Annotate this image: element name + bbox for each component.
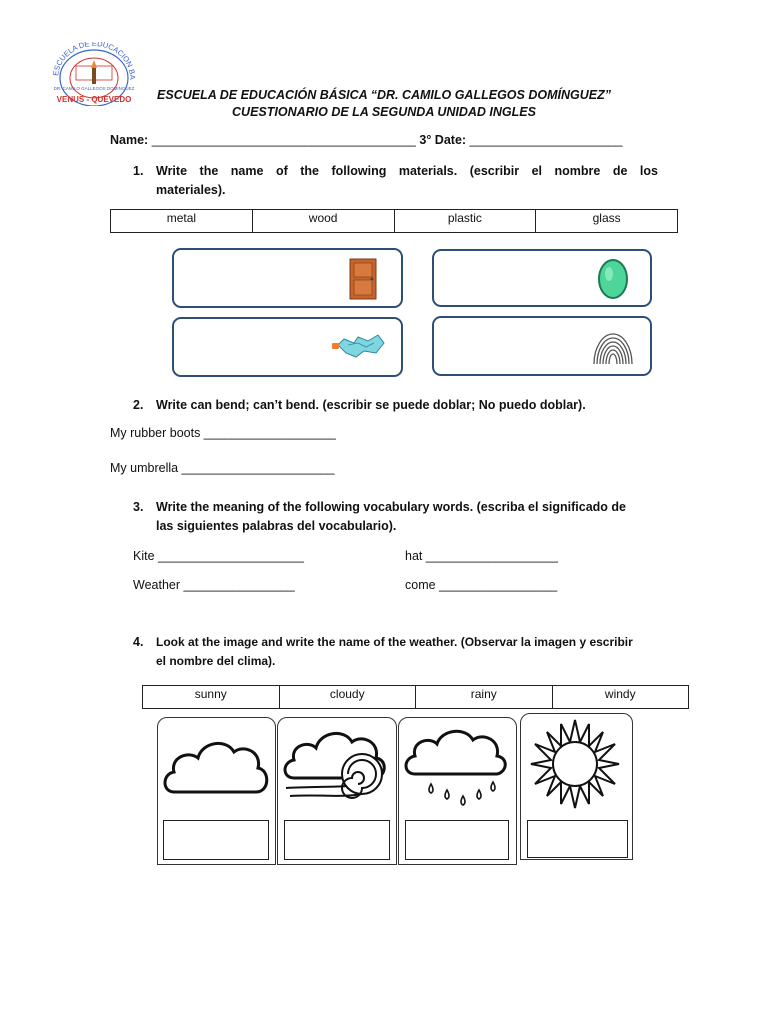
material-answer-box-bottle[interactable] xyxy=(172,317,403,377)
weather-answer-box[interactable] xyxy=(405,820,509,860)
q3-hat[interactable]: hat ___________________ xyxy=(405,549,558,563)
spring-icon xyxy=(590,326,636,366)
cloud-icon xyxy=(160,730,272,802)
q3-text-line2: las siguientes palabras del vocabulario). xyxy=(156,519,397,533)
q1-text-line2: materiales). xyxy=(156,183,226,197)
sun-icon xyxy=(529,718,621,810)
name-label: Name: xyxy=(110,133,149,147)
quiz-subtitle: CUESTIONARIO DE LA SEGUNDA UNIDAD INGLES xyxy=(232,105,536,119)
material-answer-box-door[interactable] xyxy=(172,248,403,308)
q1-number: 1. xyxy=(133,164,144,178)
material-answer-box-spring[interactable] xyxy=(432,316,652,376)
school-title: ESCUELA DE EDUCACIÓN BÁSICA “DR. CAMILO GALLEGOS DOMÍNGUEZ” xyxy=(157,88,611,102)
bottle-icon xyxy=(328,331,386,361)
q2-item-rubber-boots[interactable]: My rubber boots ___________________ xyxy=(110,426,336,440)
word-bank-cell: glass xyxy=(536,210,678,233)
word-bank-cell: sunny xyxy=(143,686,280,709)
name-field[interactable]: ______________________________________ xyxy=(151,133,416,147)
q3-number: 3. xyxy=(133,500,144,514)
word-bank-cell: windy xyxy=(552,686,689,709)
word-bank-cell: metal xyxy=(111,210,253,233)
rain-cloud-icon xyxy=(401,726,513,810)
q2-item-umbrella[interactable]: My umbrella ______________________ xyxy=(110,461,335,475)
logo-ring-text: ESCUELA DE EDUCACION BA xyxy=(51,42,138,80)
logo-inner-text: DR. CAMILO GALLEGOS DOMINGUEZ xyxy=(53,86,135,91)
q4-number: 4. xyxy=(133,635,144,649)
weather-card-sun xyxy=(520,713,633,860)
q3-text-line1: Write the meaning of the following vocabulary words. (escriba el significado de xyxy=(156,500,626,514)
weather-card-windy xyxy=(277,717,397,865)
svg-text:ESCUELA DE EDUCACION BASICA xyxy=(42,42,137,80)
q3-weather[interactable]: Weather ________________ xyxy=(133,578,295,592)
grade-date-label: 3° Date: xyxy=(419,133,467,147)
word-bank-cell: plastic xyxy=(394,210,536,233)
mirror-icon xyxy=(596,257,630,301)
q4-text-line2: el nombre del clima). xyxy=(156,654,276,668)
weather-answer-box[interactable] xyxy=(163,820,269,860)
wind-cloud-icon xyxy=(280,726,394,806)
weather-card-cloud xyxy=(157,717,276,865)
weather-answer-box[interactable] xyxy=(527,820,628,858)
word-bank-cell: rainy xyxy=(416,686,553,709)
q4-text-line1: Look at the image and write the name of the weather. (Observar la imagen y escribir xyxy=(156,635,633,649)
date-field[interactable]: ______________________ xyxy=(469,133,623,147)
logo-place: VENUS - QUEVEDO xyxy=(56,95,132,104)
q1-text-line1: Write the name of the following materials. (escribir el nombre de los xyxy=(156,164,658,178)
materials-word-bank xyxy=(110,209,678,233)
word-bank-cell: cloudy xyxy=(279,686,416,709)
q3-come[interactable]: come _________________ xyxy=(405,578,558,592)
weather-answer-box[interactable] xyxy=(284,820,390,860)
weather-card-rain xyxy=(398,717,517,865)
word-bank-cell: wood xyxy=(252,210,394,233)
name-line xyxy=(110,133,623,147)
q3-kite[interactable]: Kite _____________________ xyxy=(133,549,305,563)
q2-text: Write can bend; can’t bend. (escribir se puede doblar; No puedo doblar). xyxy=(156,398,586,412)
q2-number: 2. xyxy=(133,398,144,412)
weather-word-bank xyxy=(142,685,689,709)
material-answer-box-mirror[interactable] xyxy=(432,249,652,307)
door-icon xyxy=(346,258,380,300)
